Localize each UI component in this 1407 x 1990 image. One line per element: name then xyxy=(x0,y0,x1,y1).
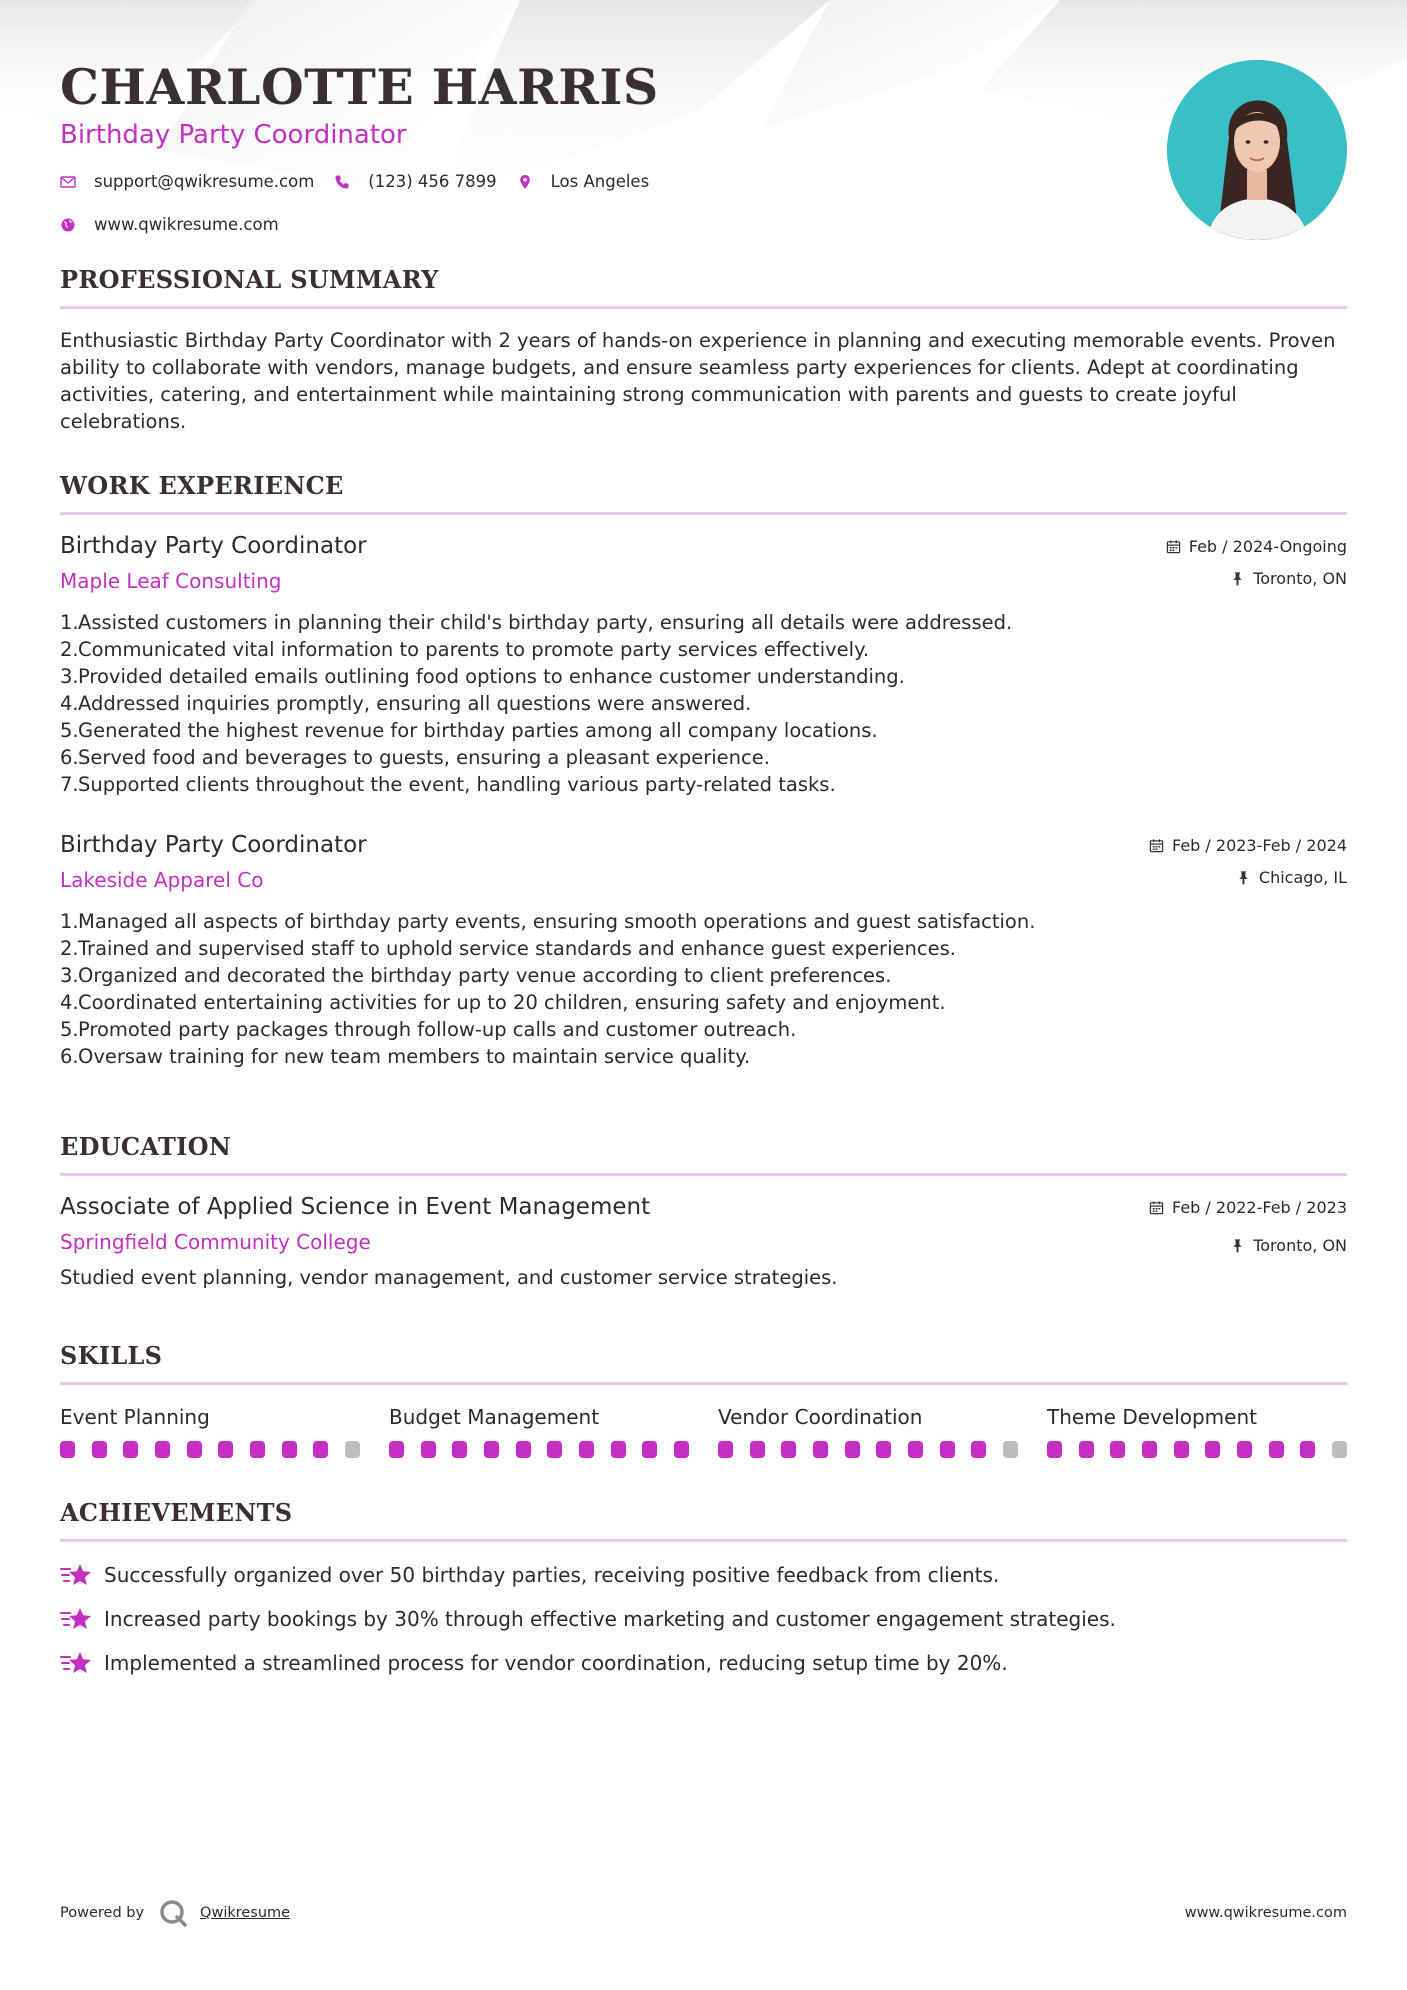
skill-dot-filled xyxy=(813,1441,828,1458)
section-heading-education: EDUCATION xyxy=(60,1132,1347,1176)
achievement-text: Successfully organized over 50 birthday parties, receiving positive feedback from clients. xyxy=(104,1563,1000,1587)
skill-dot-filled xyxy=(484,1441,499,1458)
skill-item xyxy=(1047,1405,1347,1458)
list-item: Assisted customers in planning their child's birthday party, ensuring all details were addressed. xyxy=(78,611,1013,634)
skill-dot-filled xyxy=(674,1441,689,1458)
skill-dot-filled xyxy=(60,1441,75,1458)
skill-dot-filled xyxy=(250,1441,265,1458)
skill-dot-filled xyxy=(187,1441,202,1458)
skill-name: Theme Development xyxy=(1047,1405,1257,1429)
list-item: Addressed inquiries promptly, ensuring all questions were answered. xyxy=(78,692,752,715)
summary-text: Enthusiastic Birthday Party Coordinator with 2 years of hands-on experience in planning and executing memorable events. Proven ability to collaborate with vendors, manage budgets, and ensure seamless party experiences for clients. Adept at coordinating activities, catering, and entertainment while maintaining strong communication with parents and guests to create joyful celebrations. xyxy=(60,329,1336,433)
achievements-section xyxy=(60,1498,1347,1678)
page-footer xyxy=(60,1898,1347,1928)
candidate-name: CHARLOTTE HARRIS xyxy=(60,58,659,116)
job-location xyxy=(1149,868,1347,886)
globe-icon xyxy=(60,217,76,233)
job-dates-text: Feb / 2023-Feb / 2024 xyxy=(1172,835,1347,855)
pushpin-icon xyxy=(1230,571,1245,586)
footer-branding xyxy=(60,1898,290,1928)
skill-dot-filled xyxy=(421,1441,436,1458)
education-meta xyxy=(1149,1198,1347,1254)
skill-name: Event Planning xyxy=(60,1405,210,1429)
list-item: Communicated vital information to parents to promote party services effectively. xyxy=(78,638,870,661)
resume-header xyxy=(60,0,1347,265)
email-text[interactable]: support@qwikresume.com xyxy=(94,172,315,191)
skill-dot-filled xyxy=(547,1441,562,1458)
skill-dot-filled xyxy=(611,1441,626,1458)
list-item: Organized and decorated the birthday party venue according to client preferences. xyxy=(78,964,892,987)
list-item: Promoted party packages through follow-up calls and customer outreach. xyxy=(78,1018,797,1041)
calendar-icon xyxy=(1149,838,1164,853)
skill-dot-filled xyxy=(123,1441,138,1458)
achievement-item xyxy=(60,1560,1347,1590)
skill-dot-filled xyxy=(1110,1441,1125,1458)
skill-rating xyxy=(389,1441,689,1458)
skill-dot-filled xyxy=(516,1441,531,1458)
education-dates-text: Feb / 2022-Feb / 2023 xyxy=(1172,1197,1347,1217)
skills-section xyxy=(60,1341,1347,1458)
skill-rating xyxy=(1047,1441,1347,1458)
skill-dot-filled xyxy=(781,1441,796,1458)
experience-section xyxy=(60,471,1347,1070)
qwikresume-link[interactable]: Qwikresume xyxy=(200,1905,291,1921)
skill-dot-filled xyxy=(642,1441,657,1458)
job-role: Birthday Party Coordinator xyxy=(60,533,367,559)
skill-dot-filled xyxy=(1047,1441,1062,1458)
list-item: Oversaw training for new team members to maintain service quality. xyxy=(78,1045,751,1068)
job-location-text: Chicago, IL xyxy=(1258,867,1347,887)
skill-item xyxy=(389,1405,689,1458)
skill-dot-filled xyxy=(718,1441,733,1458)
shooting-star-icon xyxy=(60,1650,92,1676)
skill-dot-filled xyxy=(282,1441,297,1458)
contact-row-website xyxy=(60,215,299,234)
contact-row xyxy=(60,172,669,191)
job-dates-text: Feb / 2024-Ongoing xyxy=(1188,536,1347,556)
skill-dot-empty xyxy=(1003,1441,1018,1458)
section-heading-summary: PROFESSIONAL SUMMARY xyxy=(60,265,1347,309)
education-entry xyxy=(60,1194,1347,1289)
job-location xyxy=(1166,569,1347,587)
job-duties-list xyxy=(60,908,1347,1070)
section-heading-skills: SKILLS xyxy=(60,1341,1347,1385)
skill-item xyxy=(718,1405,1018,1458)
skill-dot-filled xyxy=(1079,1441,1094,1458)
list-item: Coordinated entertaining activities for up to 20 children, ensuring safety and enjoyment. xyxy=(78,991,946,1014)
skill-dot-filled xyxy=(155,1441,170,1458)
skill-dot-filled xyxy=(845,1441,860,1458)
footer-website[interactable]: www.qwikresume.com xyxy=(1184,1905,1347,1921)
job-dates xyxy=(1166,537,1347,555)
job-company: Maple Leaf Consulting xyxy=(60,569,282,593)
skill-dot-filled xyxy=(1205,1441,1220,1458)
skill-rating xyxy=(60,1441,360,1458)
envelope-icon xyxy=(60,174,76,190)
school-name: Springfield Community College xyxy=(60,1230,371,1254)
skill-dot-filled xyxy=(452,1441,467,1458)
skill-name: Vendor Coordination xyxy=(718,1405,923,1429)
section-heading-achievements: ACHIEVEMENTS xyxy=(60,1498,1347,1542)
job-entry xyxy=(60,832,1347,1070)
achievement-text: Increased party bookings by 30% through effective marketing and customer engagement strategies. xyxy=(104,1607,1116,1631)
shooting-star-icon xyxy=(60,1606,92,1632)
skill-name: Budget Management xyxy=(389,1405,600,1429)
contact-phone xyxy=(334,172,496,191)
education-dates xyxy=(1149,1198,1347,1216)
contact-website xyxy=(60,215,279,234)
education-location xyxy=(1149,1236,1347,1254)
profile-photo xyxy=(1167,60,1347,240)
skill-dot-empty xyxy=(345,1441,360,1458)
list-item: Provided detailed emails outlining food options to enhance customer understanding. xyxy=(78,665,905,688)
skill-item xyxy=(60,1405,360,1458)
skill-dot-filled xyxy=(971,1441,986,1458)
job-role: Birthday Party Coordinator xyxy=(60,832,367,858)
phone-text[interactable]: (123) 456 7899 xyxy=(368,172,497,191)
skill-dot-filled xyxy=(876,1441,891,1458)
skill-dot-filled xyxy=(389,1441,404,1458)
skill-dot-filled xyxy=(218,1441,233,1458)
pushpin-icon xyxy=(1236,870,1251,885)
achievements-list xyxy=(60,1560,1347,1678)
powered-by-label: Powered by xyxy=(60,1905,145,1921)
summary-section xyxy=(60,265,1347,435)
location-text: Los Angeles xyxy=(550,172,650,191)
achievement-item xyxy=(60,1648,1347,1678)
achievement-item xyxy=(60,1604,1347,1634)
calendar-icon xyxy=(1149,1200,1164,1215)
education-section xyxy=(60,1132,1347,1289)
skills-grid xyxy=(60,1405,1347,1458)
job-dates xyxy=(1149,836,1347,854)
skill-dot-filled xyxy=(92,1441,107,1458)
qwikresume-logo-icon xyxy=(158,1898,188,1928)
section-heading-experience: WORK EXPERIENCE xyxy=(60,471,1347,515)
phone-icon xyxy=(334,174,350,190)
skill-rating xyxy=(718,1441,1018,1458)
map-pin-icon xyxy=(517,174,533,190)
skill-dot-filled xyxy=(1237,1441,1252,1458)
job-company: Lakeside Apparel Co xyxy=(60,868,264,892)
list-item: Served food and beverages to guests, ensuring a pleasant experience. xyxy=(78,746,770,769)
avatar xyxy=(1167,60,1347,240)
pushpin-icon xyxy=(1230,1238,1245,1253)
list-item: Generated the highest revenue for birthday parties among all company locations. xyxy=(78,719,878,742)
shooting-star-icon xyxy=(60,1562,92,1588)
contact-location xyxy=(517,172,650,191)
skill-dot-filled xyxy=(579,1441,594,1458)
candidate-title: Birthday Party Coordinator xyxy=(60,120,407,150)
education-description: Studied event planning, vendor management, and customer service strategies. xyxy=(60,1266,838,1289)
skill-dot-filled xyxy=(908,1441,923,1458)
achievement-text: Implemented a streamlined process for vendor coordination, reducing setup time by 20%. xyxy=(104,1651,1008,1675)
job-duties-list xyxy=(60,609,1347,798)
degree-title: Associate of Applied Science in Event Management xyxy=(60,1194,651,1220)
job-entry xyxy=(60,533,1347,798)
skill-dot-empty xyxy=(1332,1441,1347,1458)
website-text[interactable]: www.qwikresume.com xyxy=(94,215,279,234)
calendar-icon xyxy=(1166,539,1181,554)
contact-email xyxy=(60,172,314,191)
education-location-text: Toronto, ON xyxy=(1253,1235,1347,1255)
skill-dot-filled xyxy=(1269,1441,1284,1458)
job-location-text: Toronto, ON xyxy=(1253,568,1347,588)
skill-dot-filled xyxy=(750,1441,765,1458)
skill-dot-filled xyxy=(940,1441,955,1458)
skill-dot-filled xyxy=(1142,1441,1157,1458)
skill-dot-filled xyxy=(1174,1441,1189,1458)
list-item: Trained and supervised staff to uphold service standards and enhance guest experiences. xyxy=(78,937,956,960)
list-item: Supported clients throughout the event, handling various party-related tasks. xyxy=(78,773,836,796)
skill-dot-filled xyxy=(1300,1441,1315,1458)
skill-dot-filled xyxy=(313,1441,328,1458)
job-meta xyxy=(1149,836,1347,886)
list-item: Managed all aspects of birthday party events, ensuring smooth operations and guest satisfaction. xyxy=(78,910,1036,933)
job-meta xyxy=(1166,537,1347,587)
